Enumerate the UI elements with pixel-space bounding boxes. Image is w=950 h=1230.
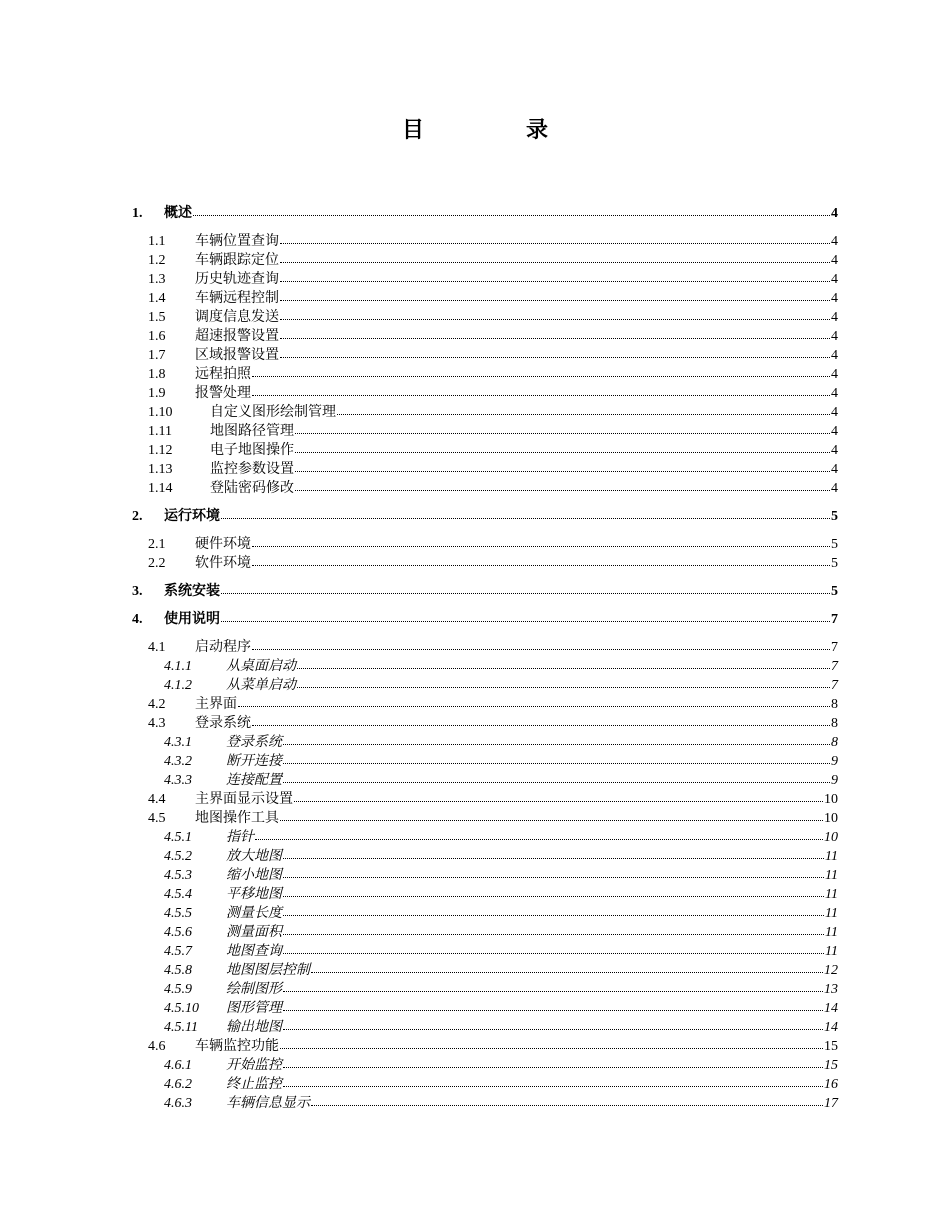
toc-dot-leader xyxy=(297,667,830,669)
toc-entry[interactable] xyxy=(148,1038,838,1056)
toc-entry[interactable] xyxy=(132,205,838,223)
toc-entry[interactable] xyxy=(132,583,838,601)
toc-dot-leader xyxy=(283,990,823,992)
toc-dot-leader xyxy=(283,1085,823,1087)
toc-entry-number: 4.5.10 xyxy=(164,1001,199,1016)
toc-entry-label: 硬件环境 xyxy=(195,537,251,552)
toc-entry[interactable] xyxy=(164,677,838,695)
toc-entry-label: 调度信息发送 xyxy=(195,310,279,325)
toc-entry-label: 主界面显示设置 xyxy=(195,792,293,807)
toc-entry-page-number: 4 xyxy=(831,462,838,477)
toc-dot-leader xyxy=(280,280,830,282)
toc-entry-number: 4.5.7 xyxy=(164,944,192,959)
toc-entry-page-number: 10 xyxy=(824,830,838,845)
toc-entry[interactable] xyxy=(164,1000,838,1018)
toc-entry-label: 从桌面启动 xyxy=(226,659,296,674)
toc-entry[interactable] xyxy=(164,905,838,923)
toc-entry-number: 4.6.1 xyxy=(164,1058,192,1073)
toc-dot-leader xyxy=(283,743,830,745)
toc-entry-page-number: 11 xyxy=(825,925,838,940)
toc-entry[interactable] xyxy=(164,886,838,904)
toc-entry-label: 车辆位置查询 xyxy=(195,234,279,249)
toc-entry-page-number: 11 xyxy=(825,906,838,921)
toc-entry-page-number: 4 xyxy=(831,291,838,306)
toc-dot-leader xyxy=(252,564,830,566)
toc-entry-number: 2.2 xyxy=(148,556,166,571)
toc-entry-page-number: 12 xyxy=(824,963,838,978)
toc-entry-page-number: 15 xyxy=(824,1039,838,1054)
toc-entry-number: 4.5.3 xyxy=(164,868,192,883)
toc-entry[interactable] xyxy=(164,1076,838,1094)
toc-entry-page-number: 4 xyxy=(831,234,838,249)
toc-entry-number: 1.9 xyxy=(148,386,166,401)
toc-entry[interactable] xyxy=(132,508,838,526)
toc-dot-leader xyxy=(295,489,830,491)
toc-dot-leader xyxy=(221,517,830,519)
toc-entry-label: 地图操作工具 xyxy=(195,811,279,826)
toc-entry-page-number: 5 xyxy=(831,537,838,552)
toc-entry-label: 断开连接 xyxy=(226,754,282,769)
toc-entry-page-number: 7 xyxy=(831,678,838,693)
toc-dot-leader xyxy=(280,299,830,301)
toc-entry[interactable] xyxy=(164,772,838,790)
toc-entry-number: 4.1.1 xyxy=(164,659,192,674)
toc-entry[interactable] xyxy=(164,981,838,999)
toc-entry-label: 自定义图形绘制管理 xyxy=(210,405,336,420)
toc-entry-label: 测量面积 xyxy=(226,925,282,940)
toc-entry-label: 连接配置 xyxy=(226,773,282,788)
toc-dot-leader xyxy=(294,800,823,802)
toc-dot-leader xyxy=(280,337,830,339)
toc-entry[interactable] xyxy=(164,1095,838,1113)
toc-dot-leader xyxy=(280,242,830,244)
toc-entry-number: 4.5.1 xyxy=(164,830,192,845)
toc-entry-number: 4.6.3 xyxy=(164,1096,192,1111)
toc-entry-label: 软件环境 xyxy=(195,556,251,571)
toc-entry-page-number: 7 xyxy=(831,640,838,655)
toc-entry-page-number: 11 xyxy=(825,849,838,864)
toc-entry-page-number: 14 xyxy=(824,1020,838,1035)
toc-dot-leader xyxy=(221,620,830,622)
toc-entry-page-number: 8 xyxy=(831,716,838,731)
toc-entry-label: 启动程序 xyxy=(195,640,251,655)
toc-entry-number: 1.7 xyxy=(148,348,166,363)
toc-entry[interactable] xyxy=(132,611,838,629)
toc-entry-number: 2.1 xyxy=(148,537,166,552)
toc-entry-number: 4.6.2 xyxy=(164,1077,192,1092)
page-title: 目 录 xyxy=(401,117,588,142)
toc-entry-label: 使用说明 xyxy=(164,612,220,627)
toc-entry-label: 历史轨迹查询 xyxy=(195,272,279,287)
toc-entry-page-number: 10 xyxy=(824,811,838,826)
toc-entry-label: 超速报警设置 xyxy=(195,329,279,344)
toc-entry-label: 地图路径管理 xyxy=(210,424,294,439)
toc-entry-number: 4.2 xyxy=(148,697,166,712)
toc-entry-number: 4.5.5 xyxy=(164,906,192,921)
toc-dot-leader xyxy=(337,413,830,415)
toc-entry-number: 4.5.4 xyxy=(164,887,192,902)
toc-entry-page-number: 4 xyxy=(831,310,838,325)
toc-dot-leader xyxy=(283,781,830,783)
toc-entry-page-number: 5 xyxy=(831,556,838,571)
toc-entry[interactable] xyxy=(164,753,838,771)
toc-entry-page-number: 10 xyxy=(824,792,838,807)
toc-entry-page-number: 4 xyxy=(831,424,838,439)
toc-entry[interactable] xyxy=(148,347,838,365)
toc-entry[interactable] xyxy=(148,385,838,403)
toc-entry-label: 开始监控 xyxy=(226,1058,282,1073)
toc-dot-leader xyxy=(283,876,824,878)
toc-entry[interactable] xyxy=(148,555,838,573)
toc-entry[interactable] xyxy=(148,271,838,289)
toc-entry-number: 1.1 xyxy=(148,234,166,249)
toc-entry-page-number: 7 xyxy=(831,659,838,674)
toc-dot-leader xyxy=(295,470,830,472)
toc-entry-number: 1.2 xyxy=(148,253,166,268)
toc-entry-label: 指针 xyxy=(226,830,254,845)
toc-entry[interactable] xyxy=(148,328,838,346)
toc-entry[interactable] xyxy=(148,791,838,809)
toc-entry-number: 4. xyxy=(132,612,143,627)
toc-entry-number: 1.4 xyxy=(148,291,166,306)
toc-entry-page-number: 5 xyxy=(831,584,838,599)
toc-entry[interactable] xyxy=(164,867,838,885)
toc-entry-label: 登陆密码修改 xyxy=(210,481,294,496)
toc-entry-label: 电子地图操作 xyxy=(210,443,294,458)
toc-entry[interactable] xyxy=(148,639,838,657)
toc-entry[interactable] xyxy=(148,480,838,498)
toc-entry-number: 1.8 xyxy=(148,367,166,382)
toc-dot-leader xyxy=(283,895,824,897)
toc-dot-leader xyxy=(283,1009,823,1011)
toc-entry-page-number: 9 xyxy=(831,754,838,769)
toc-entry-page-number: 13 xyxy=(824,982,838,997)
toc-entry[interactable] xyxy=(148,696,838,714)
toc-entry[interactable] xyxy=(148,715,838,733)
toc-entry-page-number: 4 xyxy=(831,329,838,344)
toc-entry-number: 1.11 xyxy=(148,424,172,439)
toc-dot-leader xyxy=(283,857,824,859)
toc-entry-label: 车辆监控功能 xyxy=(195,1039,279,1054)
toc-entry-label: 登录系统 xyxy=(195,716,251,731)
toc-entry-label: 区域报警设置 xyxy=(195,348,279,363)
toc-dot-leader xyxy=(252,375,830,377)
toc-entry[interactable] xyxy=(164,829,838,847)
toc-entry-number: 4.5.8 xyxy=(164,963,192,978)
toc-entry-page-number: 5 xyxy=(831,509,838,524)
toc-entry-number: 4.3.1 xyxy=(164,735,192,750)
toc-entry[interactable] xyxy=(164,848,838,866)
toc-entry-number: 1.6 xyxy=(148,329,166,344)
toc-dot-leader xyxy=(193,214,830,216)
toc-entry-page-number: 17 xyxy=(824,1096,838,1111)
toc-entry[interactable] xyxy=(148,290,838,308)
toc-entry-label: 地图查询 xyxy=(226,944,282,959)
toc-entry-label: 车辆跟踪定位 xyxy=(195,253,279,268)
toc-dot-leader xyxy=(252,648,830,650)
toc-entry-page-number: 8 xyxy=(831,735,838,750)
toc-entry-label: 测量长度 xyxy=(226,906,282,921)
toc-dot-leader xyxy=(280,261,830,263)
toc-entry[interactable] xyxy=(148,309,838,327)
toc-entry-label: 绘制图形 xyxy=(226,982,282,997)
toc-entry-number: 1.5 xyxy=(148,310,166,325)
toc-entry-number: 4.5.6 xyxy=(164,925,192,940)
toc-entry[interactable] xyxy=(164,658,838,676)
toc-entry-number: 1.10 xyxy=(148,405,173,420)
toc-dot-leader xyxy=(311,971,823,973)
toc-entry-label: 终止监控 xyxy=(226,1077,282,1092)
toc-entry[interactable] xyxy=(148,366,838,384)
toc-entry-label: 从菜单启动 xyxy=(226,678,296,693)
toc-entry-label: 监控参数设置 xyxy=(210,462,294,477)
toc-entry-number: 4.5.9 xyxy=(164,982,192,997)
toc-entry[interactable] xyxy=(164,962,838,980)
toc-entry-page-number: 14 xyxy=(824,1001,838,1016)
toc-entry-number: 4.3.3 xyxy=(164,773,192,788)
toc-entry-number: 4.5.2 xyxy=(164,849,192,864)
toc-dot-leader xyxy=(295,432,830,434)
toc-entry-page-number: 4 xyxy=(831,481,838,496)
toc-dot-leader xyxy=(283,1028,823,1030)
toc-entry-label: 放大地图 xyxy=(226,849,282,864)
toc-entry-number: 1.13 xyxy=(148,462,173,477)
toc-dot-leader xyxy=(295,451,830,453)
toc-entry[interactable] xyxy=(164,1019,838,1037)
toc-entry[interactable] xyxy=(148,233,838,251)
toc-entry-number: 3. xyxy=(132,584,143,599)
toc-dot-leader xyxy=(283,933,824,935)
toc-entry-label: 主界面 xyxy=(195,697,237,712)
toc-dot-leader xyxy=(238,705,830,707)
toc-entry-label: 输出地图 xyxy=(226,1020,282,1035)
toc-entry-label: 车辆信息显示 xyxy=(226,1096,310,1111)
toc-entry-page-number: 4 xyxy=(831,272,838,287)
toc-entry-number: 4.3.2 xyxy=(164,754,192,769)
toc-dot-leader xyxy=(252,394,830,396)
toc-entry-number: 4.4 xyxy=(148,792,166,807)
toc-dot-leader xyxy=(283,914,824,916)
toc-entry-page-number: 4 xyxy=(831,405,838,420)
toc-dot-leader xyxy=(221,592,830,594)
toc-entry-page-number: 16 xyxy=(824,1077,838,1092)
toc-dot-leader xyxy=(280,819,823,821)
toc-entry-number: 4.1.2 xyxy=(164,678,192,693)
toc-dot-leader xyxy=(252,545,830,547)
toc-dot-leader xyxy=(311,1104,823,1106)
toc-entry-page-number: 4 xyxy=(831,206,838,221)
toc-entry[interactable] xyxy=(148,461,838,479)
toc-entry-page-number: 11 xyxy=(825,868,838,883)
toc-entry[interactable] xyxy=(148,404,838,422)
toc-entry-label: 登录系统 xyxy=(226,735,282,750)
toc-entry-number: 4.1 xyxy=(148,640,166,655)
toc-entry-number: 4.5.11 xyxy=(164,1020,198,1035)
toc-dot-leader xyxy=(297,686,830,688)
toc-entry-number: 1.3 xyxy=(148,272,166,287)
toc-entry[interactable] xyxy=(164,943,838,961)
toc-entry-number: 4.6 xyxy=(148,1039,166,1054)
toc-entry-label: 远程拍照 xyxy=(195,367,251,382)
toc-entry-label: 系统安装 xyxy=(164,584,220,599)
toc-entry-label: 车辆远程控制 xyxy=(195,291,279,306)
toc-entry-label: 缩小地图 xyxy=(226,868,282,883)
toc-dot-leader xyxy=(283,1066,823,1068)
toc-entry[interactable] xyxy=(148,442,838,460)
toc-entry-page-number: 4 xyxy=(831,253,838,268)
toc-entry-number: 1.12 xyxy=(148,443,173,458)
toc-dot-leader xyxy=(280,356,830,358)
toc-entry[interactable] xyxy=(148,423,838,441)
toc-dot-leader xyxy=(252,724,830,726)
toc-entry-page-number: 11 xyxy=(825,887,838,902)
toc-entry-page-number: 11 xyxy=(825,944,838,959)
toc-entry-label: 地图图层控制 xyxy=(226,963,310,978)
toc-entry-page-number: 7 xyxy=(831,612,838,627)
toc-entry[interactable] xyxy=(148,810,838,828)
toc-entry-number: 1. xyxy=(132,206,143,221)
toc-dot-leader xyxy=(283,762,830,764)
toc-entry-page-number: 9 xyxy=(831,773,838,788)
toc-entry[interactable] xyxy=(148,536,838,554)
toc-dot-leader xyxy=(280,318,830,320)
toc-entry-label: 图形管理 xyxy=(226,1001,282,1016)
toc-entry-page-number: 4 xyxy=(831,348,838,363)
toc-entry-number: 4.3 xyxy=(148,716,166,731)
toc-entry[interactable] xyxy=(164,734,838,752)
toc-dot-leader xyxy=(283,952,824,954)
toc-dot-leader xyxy=(255,838,823,840)
toc-entry-page-number: 4 xyxy=(831,443,838,458)
toc-dot-leader xyxy=(280,1047,823,1049)
toc-entry[interactable] xyxy=(164,924,838,942)
toc-entry-page-number: 8 xyxy=(831,697,838,712)
toc-entry-number: 1.14 xyxy=(148,481,173,496)
toc-entry-label: 运行环境 xyxy=(164,509,220,524)
toc-entry-number: 4.5 xyxy=(148,811,166,826)
toc-entry-label: 平移地图 xyxy=(226,887,282,902)
toc-entry[interactable] xyxy=(148,252,838,270)
toc-entry-page-number: 4 xyxy=(831,386,838,401)
toc-entry-page-number: 4 xyxy=(831,367,838,382)
toc-entry-page-number: 15 xyxy=(824,1058,838,1073)
toc-entry[interactable] xyxy=(164,1057,838,1075)
toc-entry-number: 2. xyxy=(132,509,143,524)
toc-entry-label: 报警处理 xyxy=(195,386,251,401)
toc-entry-label: 概述 xyxy=(164,206,192,221)
